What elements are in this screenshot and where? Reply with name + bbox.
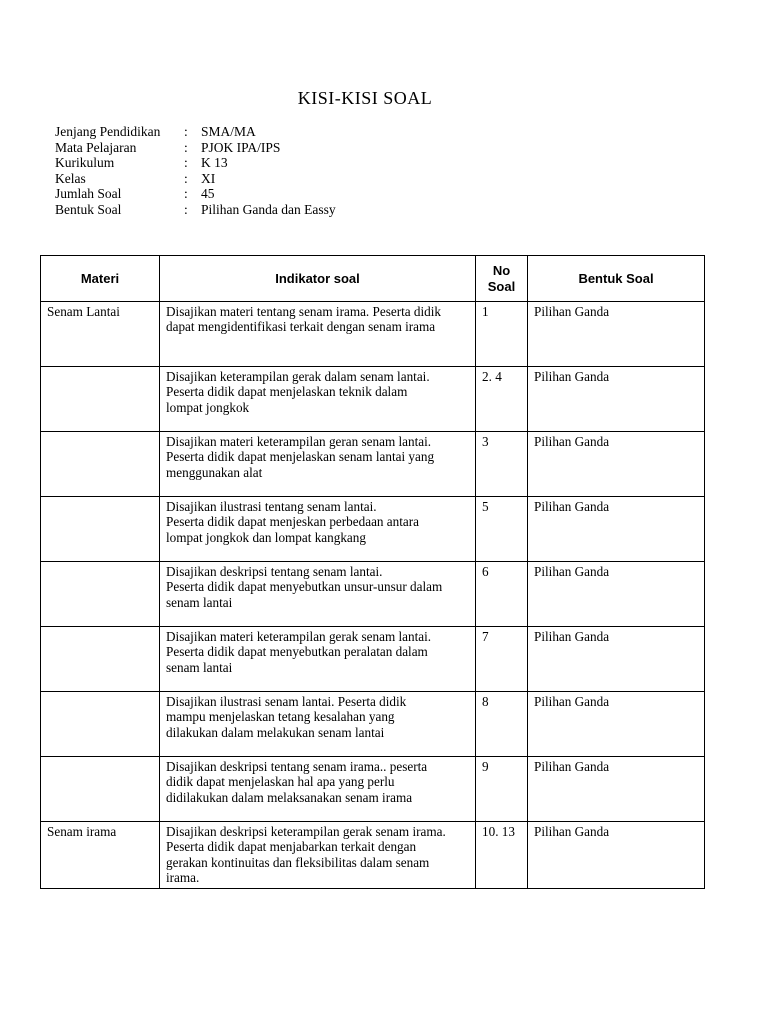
- cell-indikator: [160, 692, 476, 757]
- info-colon: :: [184, 139, 188, 155]
- indikator-line: Disajikan deskripsi keterampilan gerak senam irama.: [166, 824, 446, 839]
- cell-bentuk-soal: Pilihan Ganda: [528, 627, 705, 692]
- cell-no-soal: 10. 13: [476, 822, 528, 889]
- cell-indikator: [160, 757, 476, 822]
- cell-indikator: [160, 562, 476, 627]
- info-value: K 13: [201, 155, 228, 171]
- cell-indikator: [160, 627, 476, 692]
- cell-indikator: [160, 367, 476, 432]
- indikator-line: gerakan kontinuitas dan fleksibilitas dalam senam: [166, 854, 430, 870]
- cell-materi: [41, 367, 160, 432]
- cell-bentuk-soal: Pilihan Ganda: [528, 692, 705, 757]
- indikator-line: Peserta didik dapat menjelaskan teknik dalam: [166, 384, 408, 400]
- info-colon: :: [184, 201, 188, 217]
- info-row: [55, 202, 336, 218]
- indikator-line: Disajikan materi tentang senam irama. Peserta didik: [166, 304, 442, 319]
- info-colon: :: [184, 186, 188, 202]
- table-row: [41, 627, 705, 692]
- cell-no-soal: 2. 4: [476, 367, 528, 432]
- indikator-line: lompat jongkok: [166, 399, 250, 415]
- cell-materi: [41, 497, 160, 562]
- info-value: 45: [201, 186, 215, 202]
- info-label: Mata Pelajaran: [55, 139, 137, 155]
- cell-materi: [41, 627, 160, 692]
- cell-no-soal: 5: [476, 497, 528, 562]
- info-row: [55, 171, 336, 187]
- info-row: [55, 155, 336, 171]
- header-bentuk-soal: Bentuk Soal: [528, 256, 705, 302]
- document-title: KISI-KISI SOAL: [297, 88, 433, 108]
- indikator-line: Disajikan ilustrasi tentang senam lantai.: [166, 499, 377, 514]
- info-label: Jumlah Soal: [55, 186, 122, 202]
- cell-no-soal: 9: [476, 757, 528, 822]
- info-colon: :: [184, 155, 188, 171]
- cell-bentuk-soal: Pilihan Ganda: [528, 432, 705, 497]
- cell-bentuk-soal: Pilihan Ganda: [528, 367, 705, 432]
- info-value: SMA/MA: [201, 124, 256, 139]
- table-row: [41, 562, 705, 627]
- indikator-line: Disajikan ilustrasi senam lantai. Peserta didik: [166, 694, 407, 709]
- indikator-line: dilakukan dalam melakukan senam lantai: [166, 724, 385, 740]
- table-row: [41, 822, 705, 889]
- info-label: Kurikulum: [55, 155, 115, 171]
- info-value: XI: [201, 170, 216, 186]
- indikator-line: Disajikan deskripsi tentang senam irama.. peserta: [166, 759, 428, 774]
- cell-no-soal: 1: [476, 302, 528, 367]
- header-materi: Materi: [41, 256, 160, 302]
- cell-bentuk-soal: Pilihan Ganda: [528, 302, 705, 367]
- indikator-line: Peserta didik dapat menjabarkan terkait dengan: [166, 839, 417, 855]
- info-value: Pilihan Ganda dan Eassy: [201, 201, 336, 217]
- indikator-line: dapat mengidentifikasi terkait dengan senam irama: [166, 319, 436, 335]
- cell-bentuk-soal: Pilihan Ganda: [528, 497, 705, 562]
- cell-bentuk-soal: Pilihan Ganda: [528, 757, 705, 822]
- indikator-line: Peserta didik dapat menjelaskan senam lantai yang: [166, 449, 435, 465]
- cell-no-soal: 8: [476, 692, 528, 757]
- cell-bentuk-soal: Pilihan Ganda: [528, 822, 705, 889]
- info-block: [55, 124, 336, 218]
- header-soal-line: Soal: [487, 278, 516, 294]
- info-row: [55, 140, 336, 156]
- cell-indikator: [160, 822, 476, 889]
- table-row: [41, 497, 705, 562]
- table-header-row: [41, 256, 705, 302]
- cell-materi: [41, 562, 160, 627]
- header-indikator: Indikator soal: [160, 256, 476, 302]
- indikator-line: Peserta didik dapat menjeskan perbedaan antara: [166, 514, 420, 530]
- info-colon: :: [184, 170, 188, 186]
- indikator-line: Disajikan materi keterampilan geran senam lantai.: [166, 434, 432, 449]
- indikator-line: Disajikan keterampilan gerak dalam senam lantai.: [166, 369, 430, 384]
- info-value: PJOK IPA/IPS: [201, 139, 281, 155]
- indikator-line: Peserta didik dapat menyebutkan peralatan dalam: [166, 644, 428, 660]
- info-row: [55, 124, 336, 140]
- cell-no-soal: 3: [476, 432, 528, 497]
- cell-materi: [41, 692, 160, 757]
- info-label: Bentuk Soal: [55, 201, 122, 217]
- cell-indikator: [160, 432, 476, 497]
- info-row: [55, 186, 336, 202]
- indikator-line: irama.: [166, 870, 200, 886]
- indikator-line: menggunakan alat: [166, 464, 263, 480]
- cell-indikator: [160, 302, 476, 367]
- info-label: Jenjang Pendidikan: [55, 124, 161, 139]
- table-row: [41, 432, 705, 497]
- indikator-line: mampu menjelaskan tetang kesalahan yang: [166, 709, 395, 725]
- info-colon: :: [184, 124, 188, 139]
- cell-materi: Senam irama: [41, 822, 160, 889]
- cell-no-soal: 7: [476, 627, 528, 692]
- indikator-line: Peserta didik dapat menyebutkan unsur-unsur dalam: [166, 579, 443, 595]
- indikator-line: senam lantai: [166, 659, 233, 675]
- table-row: [41, 692, 705, 757]
- table-body: [41, 302, 705, 889]
- cell-materi: [41, 432, 160, 497]
- cell-no-soal: 6: [476, 562, 528, 627]
- table-row: [41, 757, 705, 822]
- table-row: [41, 367, 705, 432]
- info-label: Kelas: [55, 170, 86, 186]
- table-row: [41, 302, 705, 367]
- cell-materi: [41, 757, 160, 822]
- cell-materi: Senam Lantai: [41, 302, 160, 367]
- header-no-soal: [476, 256, 528, 302]
- kisi-kisi-table: [40, 255, 705, 889]
- indikator-line: Disajikan materi keterampilan gerak senam lantai.: [166, 629, 432, 644]
- indikator-line: lompat jongkok dan lompat kangkang: [166, 529, 366, 545]
- cell-bentuk-soal: Pilihan Ganda: [528, 562, 705, 627]
- indikator-line: Disajikan deskripsi tentang senam lantai.: [166, 564, 383, 579]
- indikator-line: didilakukan dalam melaksanakan senam irama: [166, 789, 413, 805]
- indikator-line: didik dapat menjelaskan hal apa yang perlu: [166, 774, 395, 790]
- indikator-line: senam lantai: [166, 594, 233, 610]
- header-no-line: No: [492, 262, 511, 278]
- cell-indikator: [160, 497, 476, 562]
